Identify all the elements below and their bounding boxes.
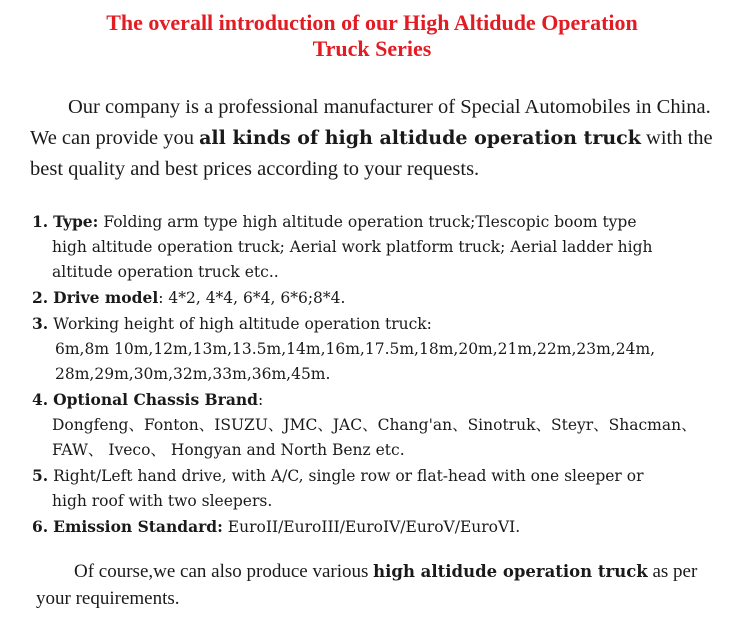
intro-text-2: with the best quality and best prices according to your requests. bbox=[30, 127, 713, 180]
outro-paragraph bbox=[36, 558, 726, 612]
list-item-drive-side bbox=[32, 463, 732, 514]
item-line: Dongfeng、Fonton、ISUZU、JMC、JAC、Chang'an、Sinotruk、Steyr、Shacman、 bbox=[52, 416, 697, 434]
intro-paragraph bbox=[30, 92, 730, 185]
item-text: Working height of high altitude operation truck: bbox=[48, 315, 432, 333]
page-title bbox=[0, 10, 744, 62]
item-line: high roof with two sleepers. bbox=[52, 492, 273, 510]
item-number: 4. bbox=[32, 390, 49, 409]
intro-text-1: Our company is a professional manufacturer of Special Automobiles in China. We can provide you bbox=[30, 96, 711, 149]
feature-list bbox=[32, 209, 732, 540]
intro-bold: all kinds of high altidude operation truck bbox=[199, 127, 641, 149]
item-line: 28m,29m,30m,32m,33m,36m,45m. bbox=[55, 365, 331, 383]
list-item-working-height bbox=[32, 311, 732, 387]
item-number: 3. bbox=[32, 314, 49, 333]
list-item-type bbox=[32, 209, 732, 285]
item-number: 1. bbox=[32, 212, 49, 231]
list-item-drive-model bbox=[32, 285, 732, 311]
item-number: 2. bbox=[32, 288, 49, 307]
list-item-chassis-brand bbox=[32, 387, 732, 463]
item-label: Optional Chassis Brand bbox=[53, 390, 258, 409]
item-label: Drive model bbox=[53, 288, 159, 307]
item-line: altitude operation truck etc.. bbox=[52, 263, 279, 281]
item-text: EuroII/EuroIII/EuroIV/EuroV/EuroVI. bbox=[222, 518, 521, 536]
item-line: Folding arm type high altitude operation truck;Tlescopic boom type bbox=[98, 213, 637, 231]
item-line: high altitude operation truck; Aerial work platform truck; Aerial ladder high bbox=[52, 238, 653, 256]
list-item-emission-standard bbox=[32, 514, 732, 540]
item-label: Emission Standard: bbox=[53, 517, 223, 536]
item-line: 6m,8m 10m,12m,13m,13.5m,14m,16m,17.5m,18m,20m,21m,22m,23m,24m, bbox=[55, 340, 656, 358]
title-line-2: Truck Series bbox=[312, 36, 432, 61]
item-line: FAW、 Iveco、 Hongyan and North Benz etc. bbox=[52, 441, 405, 459]
item-number: 5. bbox=[32, 466, 49, 485]
outro-text-2: as per your requirements. bbox=[36, 561, 698, 609]
outro-text-1: Of course,we can also produce various bbox=[74, 561, 374, 582]
title-line-1: The overall introduction of our High Altidude Operation bbox=[106, 10, 638, 35]
outro-bold: high altidude operation truck bbox=[373, 562, 648, 581]
item-label: Type: bbox=[53, 212, 99, 231]
item-text: : 4*2, 4*4, 6*4, 6*6;8*4. bbox=[158, 289, 346, 307]
item-text: : bbox=[257, 391, 264, 409]
item-number: 6. bbox=[32, 517, 49, 536]
item-text: Right/Left hand drive, with A/C, single row or flat-head with one sleeper or bbox=[48, 467, 644, 485]
